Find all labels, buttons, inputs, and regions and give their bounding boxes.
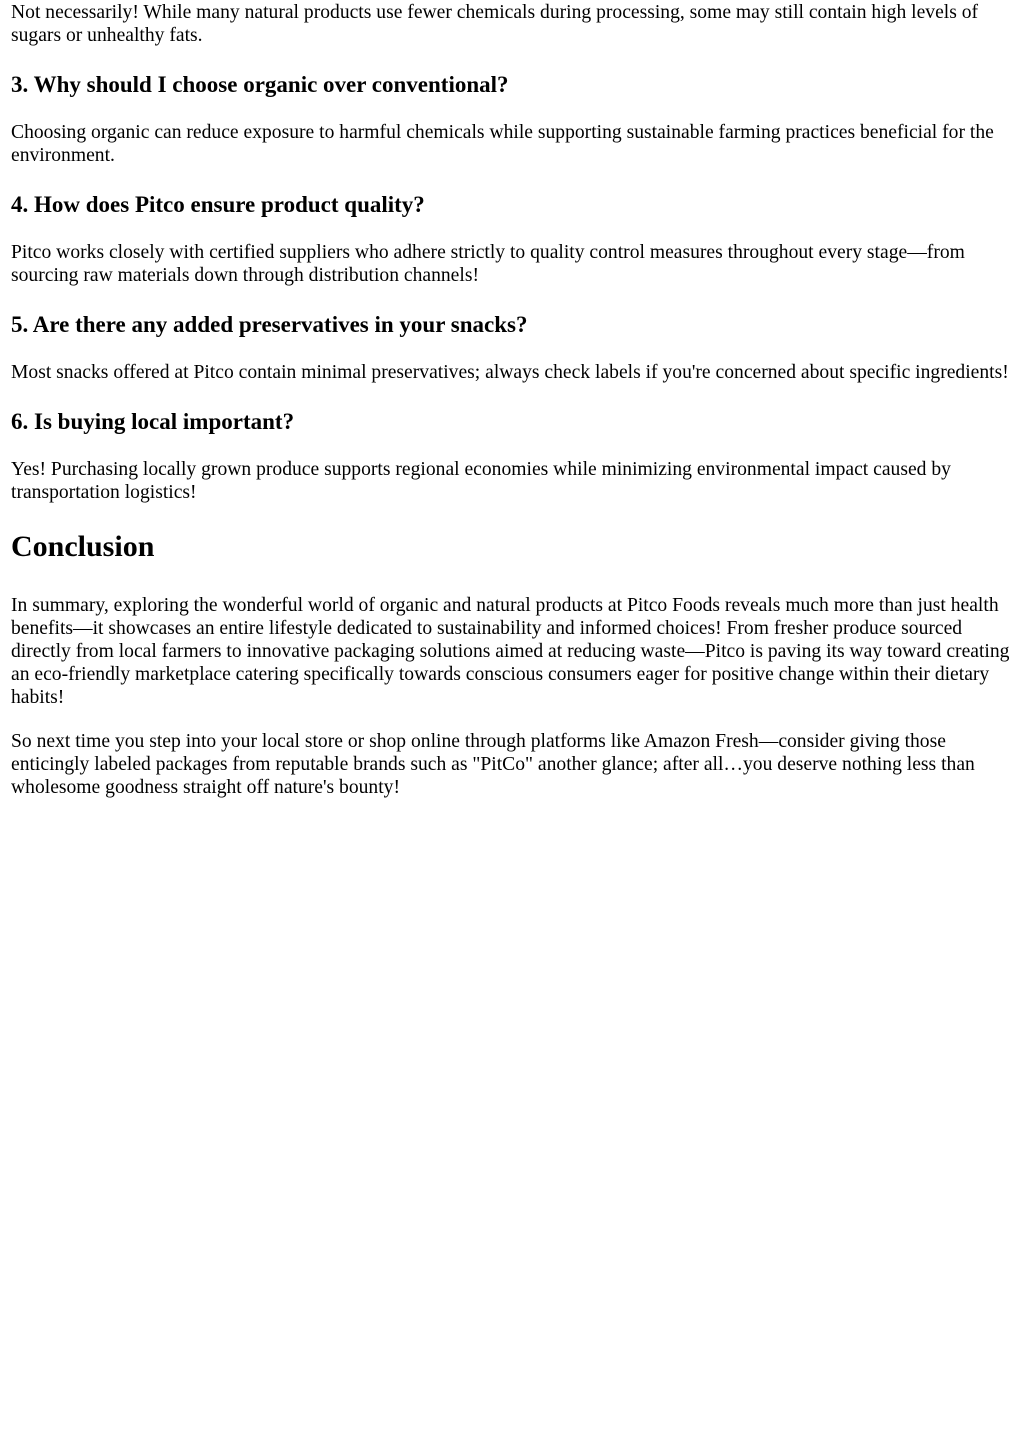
faq-question-6: 6. Is buying local important? [11,409,295,434]
conclusion-paragraph-1: In summary, exploring the wonderful world of organic and natural products at Pitco Foods reveals much more than just health benefits—it showcases an entire lifestyle dedicated to sustainability and informed choices! From fresher produce sourced directly from local farmers to innovative packaging solutions aimed at reducing waste—Pitco is paving its way toward creating an eco-friendly marketplace catering specifically towards conscious consumers eager for positive change within their dietary habits! [11,595,1010,708]
conclusion-heading: Conclusion [11,530,155,563]
faq-answer-3: Choosing organic can reduce exposure to harmful chemicals while supporting sustainable farming practices beneficial for the environment. [11,122,994,166]
faq-answer-5: Most snacks offered at Pitco contain minimal preservatives; always check labels if you're concerned about specific ingredients! [11,362,1009,383]
faq-question-4: 4. How does Pitco ensure product quality? [11,192,425,217]
article-content [0,1,1024,799]
faq-answer-4: Pitco works closely with certified suppliers who adhere strictly to quality control measures throughout every stage—from sourcing raw materials down through distribution channels! [11,242,965,286]
conclusion-paragraph-2: So next time you step into your local store or shop online through platforms like Amazon Fresh—consider giving those enticingly labeled packages from reputable brands such as "PitCo" another glance; after all…you deserve nothing less than wholesome goodness straight off nature's bounty! [11,731,975,798]
faq-question-5: 5. Are there any added preservatives in your snacks? [11,312,528,337]
faq-answer-2: Not necessarily! While many natural products use fewer chemicals during processing, some may still contain high levels of sugars or unhealthy fats. [11,2,979,46]
faq-question-3: 3. Why should I choose organic over conventional? [11,72,509,97]
faq-answer-6: Yes! Purchasing locally grown produce supports regional economies while minimizing environmental impact caused by transportation logistics! [11,459,951,503]
